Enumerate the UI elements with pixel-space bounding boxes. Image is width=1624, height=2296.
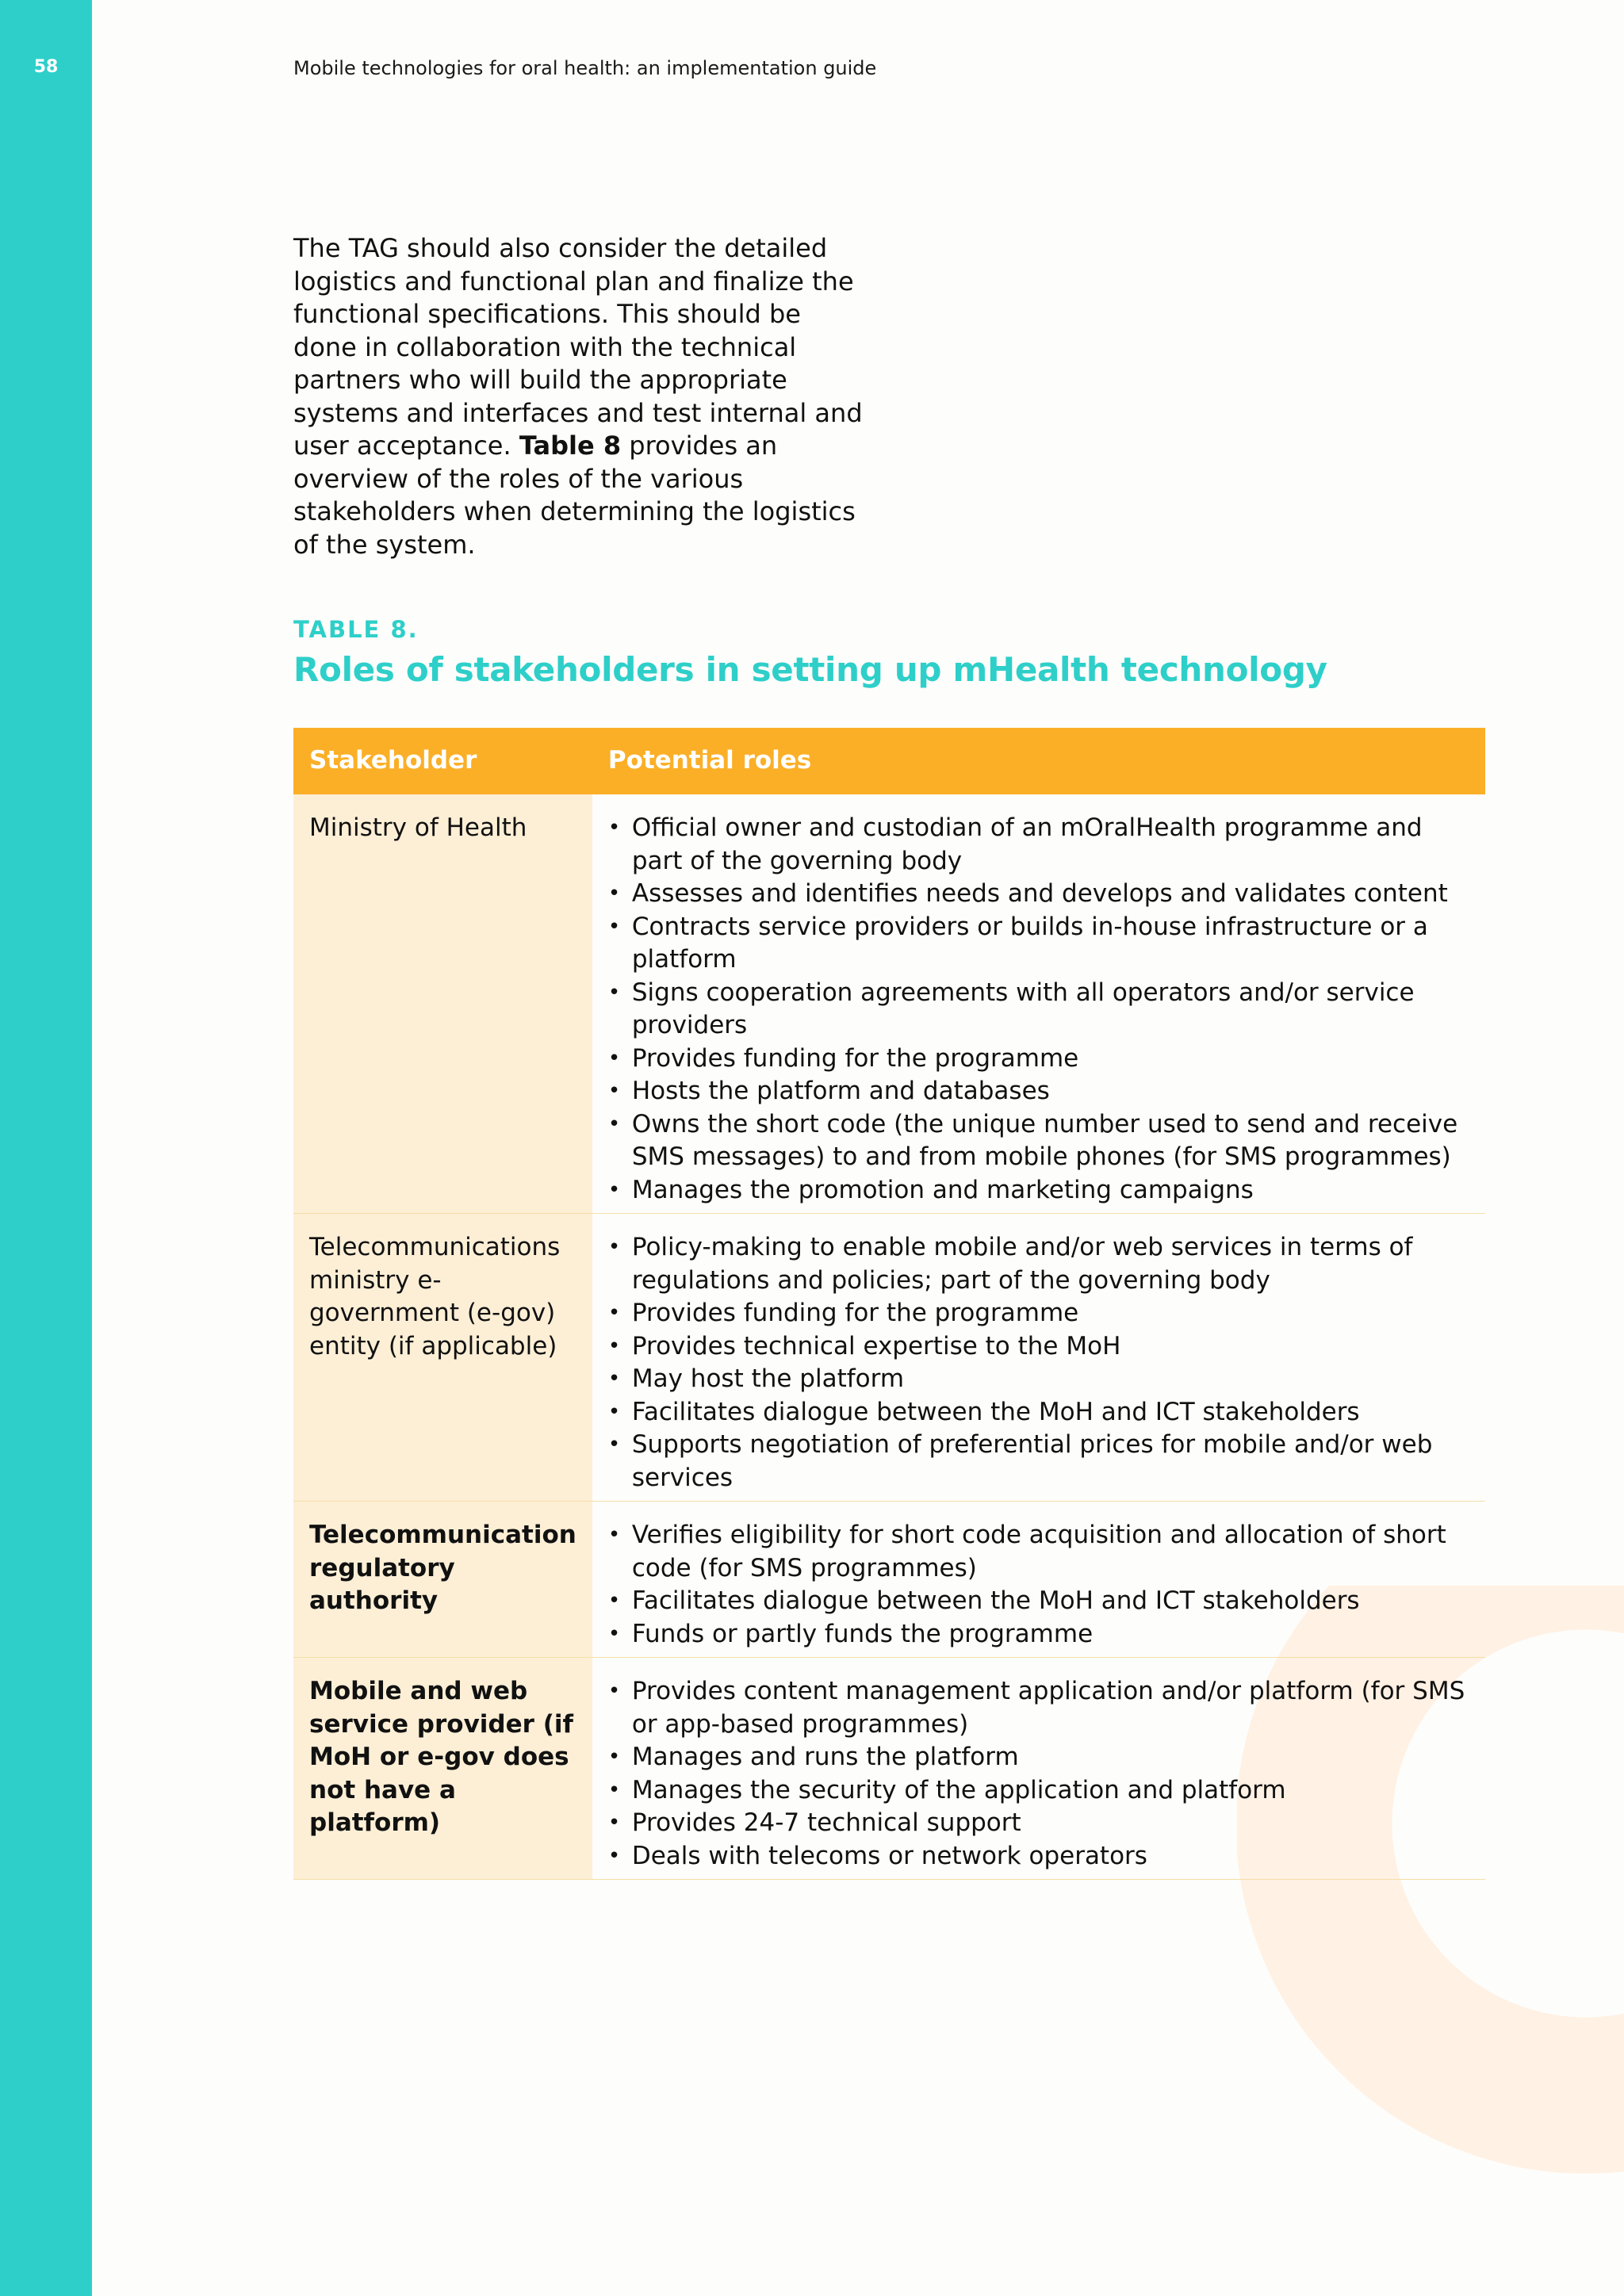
roles-cell [592,1658,1485,1880]
roles-list [608,1519,1477,1651]
role-item: • Provides funding for the programme [608,1297,1477,1330]
roles-list [608,812,1477,1207]
role-item: • Provides funding for the programme [608,1043,1477,1076]
table-row [293,1502,1485,1658]
role-item: • Funds or partly funds the programme [608,1618,1477,1651]
stakeholder-cell: Telecommunication regulatory authority [293,1502,592,1658]
table-reference: Table 8 [519,430,622,461]
table-row [293,1658,1485,1880]
role-item: • Manages the promotion and marketing campaigns [608,1174,1477,1207]
role-item: • Facilitates dialogue between the MoH and ICT stakeholders [608,1396,1477,1429]
role-item: • Manages the security of the application and platform [608,1774,1477,1808]
role-item: • Deals with telecoms or network operators [608,1840,1477,1873]
role-item: • Assesses and identifies needs and develops and validates content [608,878,1477,911]
roles-cell [592,1214,1485,1502]
roles-cell [592,1502,1485,1658]
role-item: • Facilitates dialogue between the MoH and ICT stakeholders [608,1585,1477,1618]
roles-cell [592,794,1485,1214]
roles-list [608,1675,1477,1873]
table-title: Roles of stakeholders in setting up mHealth technology [293,650,1327,689]
role-item: • Policy-making to enable mobile and/or web services in terms of regulations and policies; part of the governing body [608,1231,1477,1297]
table-label: TABLE 8. [293,616,419,643]
stakeholder-cell: Ministry of Health [293,794,592,1214]
role-item: • Provides technical expertise to the MoH [608,1330,1477,1364]
role-item: • Verifies eligibility for short code acquisition and allocation of short code (for SMS programmes) [608,1519,1477,1585]
role-item: • Provides content management application and/or platform (for SMS or app-based programmes) [608,1675,1477,1741]
stakeholder-cell: Mobile and web service provider (if MoH or e-gov does not have a platform) [293,1658,592,1880]
stakeholder-cell: Telecommunications ministry e-government (e-gov) entity (if applicable) [293,1214,592,1502]
roles-list [608,1231,1477,1494]
role-item: • Provides 24-7 technical support [608,1807,1477,1840]
header-potential-roles: Potential roles [592,728,1485,794]
header-stakeholder: Stakeholder [293,728,592,794]
table-header-row [293,728,1485,794]
role-item: • Hosts the platform and databases [608,1075,1477,1108]
intro-text-after: provides an overview of the roles of the various stakeholders when determining the logistics of the system. [293,430,856,560]
role-item: • Contracts service providers or builds in-house infrastructure or a platform [608,911,1477,977]
table-row [293,794,1485,1214]
role-item: • Signs cooperation agreements with all operators and/or service providers [608,977,1477,1043]
role-item: • Official owner and custodian of an mOralHealth programme and part of the governing body [608,812,1477,878]
running-head: Mobile technologies for oral health: an implementation guide [293,57,877,79]
role-item: • Supports negotiation of preferential prices for mobile and/or web services [608,1429,1477,1494]
sidebar-band [0,0,92,2296]
page-number: 58 [33,57,59,77]
table-row [293,1214,1485,1502]
stakeholder-roles-table [293,728,1485,1880]
intro-paragraph [293,232,864,561]
role-item: • May host the platform [608,1363,1477,1396]
intro-text-before: The TAG should also consider the detailed logistics and functional plan and finalize the functional specifications. This should be done in collaboration with the technical partners who will build the appropriate systems and interfaces and test internal and user acceptance. [293,233,863,461]
role-item: • Owns the short code (the unique number used to send and receive SMS messages) to and from mobile phones (for SMS programmes) [608,1108,1477,1174]
role-item: • Manages and runs the platform [608,1741,1477,1774]
